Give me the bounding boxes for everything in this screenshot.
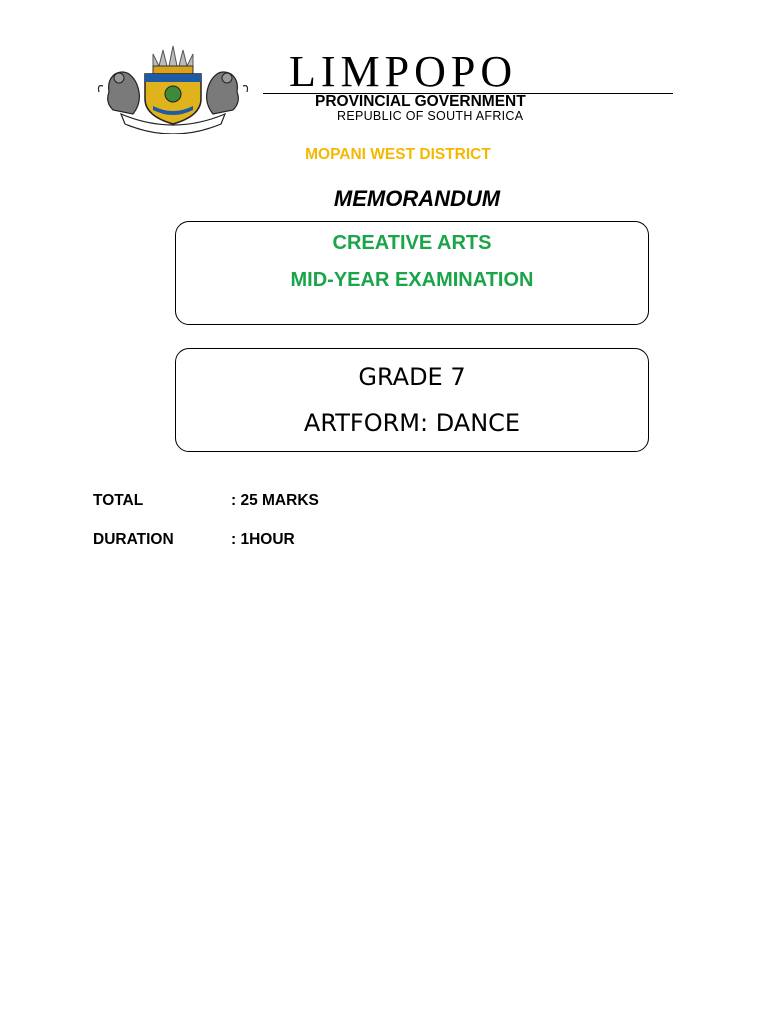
subject-box: [175, 221, 649, 325]
grade-box: [175, 348, 649, 452]
duration-label: DURATION: [93, 531, 174, 548]
exam-name: MID-YEAR EXAMINATION: [290, 269, 534, 291]
coat-of-arms-logo: [93, 44, 253, 134]
total-label: TOTAL: [93, 492, 144, 509]
duration-value: : 1HOUR: [231, 531, 295, 548]
country-name: REPUBLIC OF SOUTH AFRICA: [337, 109, 524, 123]
document-type: MEMORANDUM: [333, 186, 501, 211]
government-subtitle: PROVINCIAL GOVERNMENT: [315, 93, 526, 110]
letterhead: [93, 44, 673, 134]
subject-name: CREATIVE ARTS: [332, 232, 492, 254]
total-value: : 25 MARKS: [231, 492, 319, 509]
artform-label: ARTFORM: DANCE: [303, 409, 521, 437]
grade-label: GRADE 7: [358, 363, 466, 391]
district-name: MOPANI WEST DISTRICT: [305, 146, 491, 163]
government-name: LIMPOPO: [289, 47, 518, 96]
